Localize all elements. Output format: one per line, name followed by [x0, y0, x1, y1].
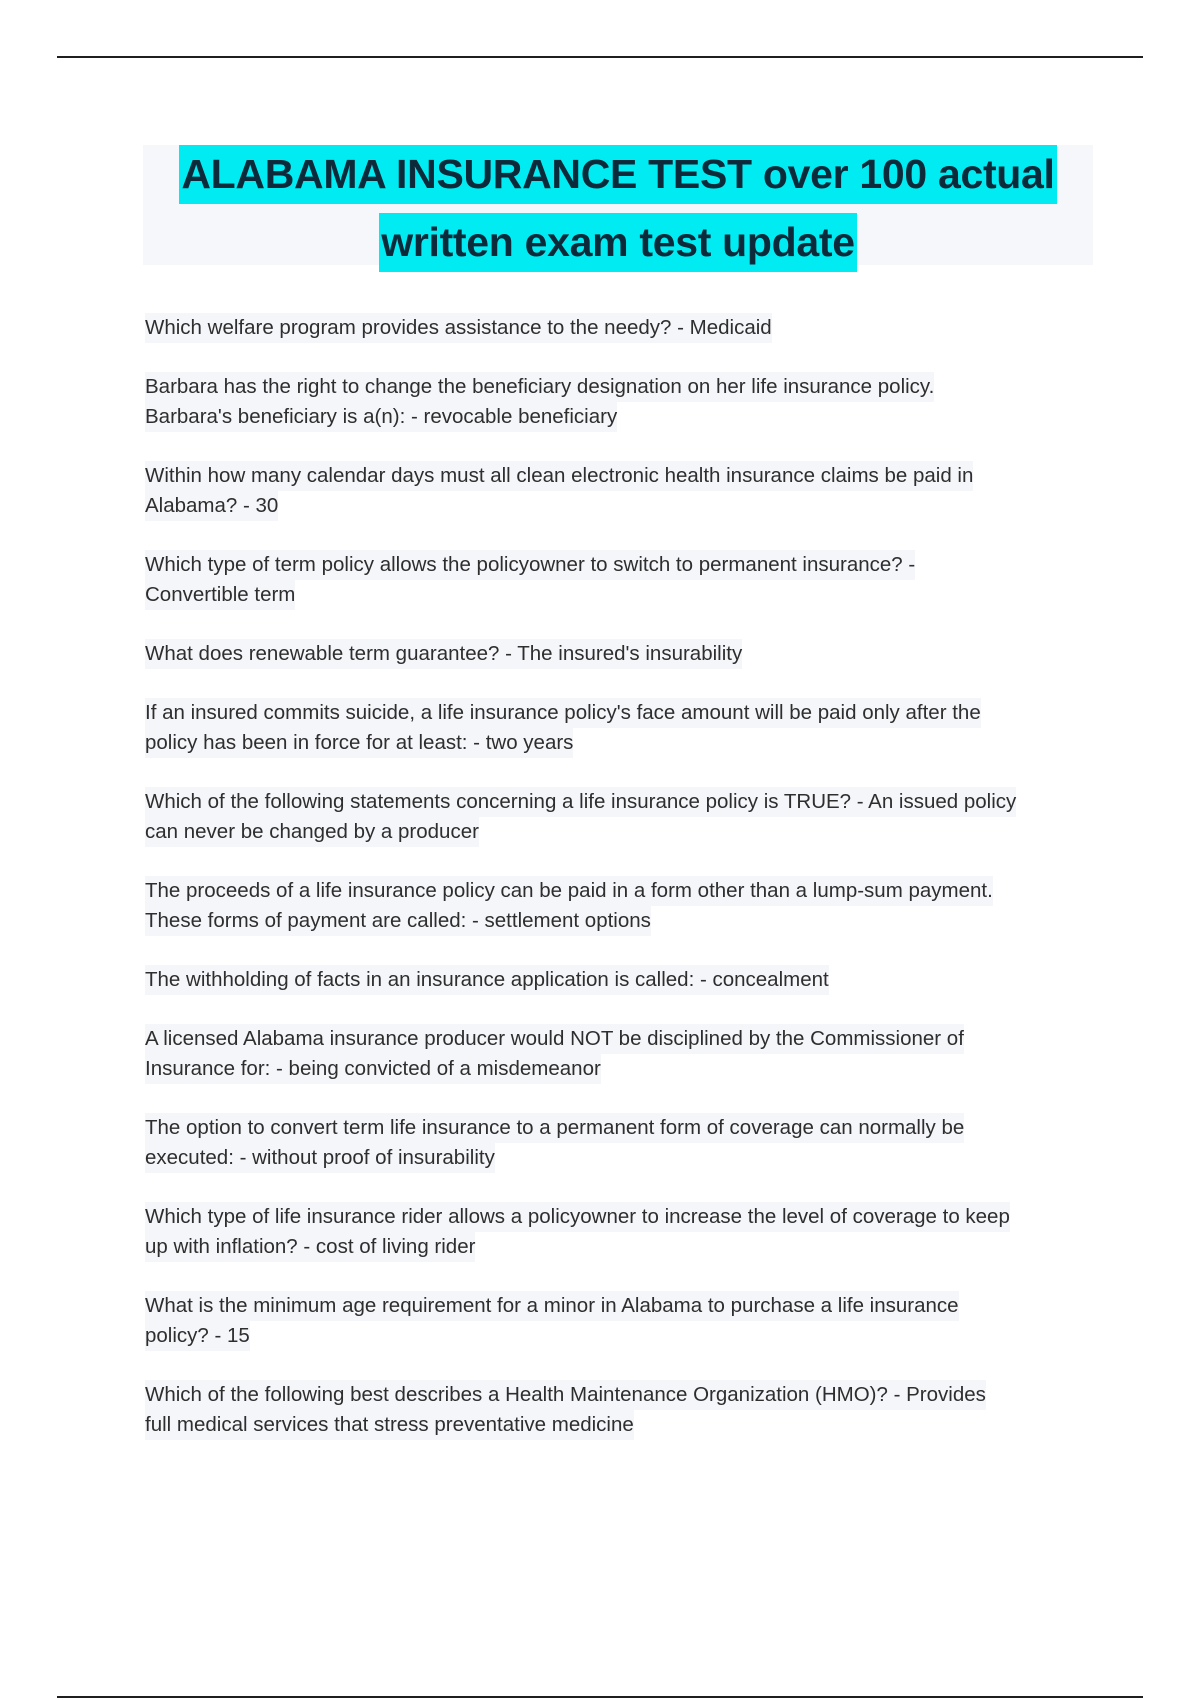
qa-item: [145, 1380, 1095, 1440]
qa-item: [145, 550, 1095, 610]
title-line-1: ALABAMA INSURANCE TEST over 100 actual: [179, 145, 1056, 204]
qa-line: The proceeds of a life insurance policy can be paid in a form other than a lump-sum payment.: [145, 876, 993, 906]
qa-line: Alabama? - 30: [145, 491, 278, 521]
qa-line: The option to convert term life insurance to a permanent form of coverage can normally be: [145, 1113, 964, 1143]
qa-line: policy? - 15: [145, 1321, 250, 1351]
qa-line: Within how many calendar days must all clean electronic health insurance claims be paid in: [145, 461, 973, 491]
qa-item: [145, 876, 1095, 936]
qa-line: A licensed Alabama insurance producer would NOT be disciplined by the Commissioner of: [145, 1024, 964, 1054]
qa-item: [145, 1113, 1095, 1173]
qa-item: [145, 1291, 1095, 1351]
qa-item: [145, 1024, 1095, 1084]
qa-line: What is the minimum age requirement for a minor in Alabama to purchase a life insurance: [145, 1291, 959, 1321]
title-block: [143, 145, 1093, 265]
qa-item: [145, 639, 1095, 669]
qa-line: What does renewable term guarantee? - The insured's insurability: [145, 639, 742, 669]
qa-line: Which type of life insurance rider allows a policyowner to increase the level of coverage to keep: [145, 1202, 1010, 1232]
qa-line: full medical services that stress preventative medicine: [145, 1410, 634, 1440]
qa-line: executed: - without proof of insurability: [145, 1143, 495, 1173]
qa-line: Convertible term: [145, 580, 295, 610]
top-rule: [57, 56, 1143, 58]
qa-line: These forms of payment are called: - settlement options: [145, 906, 651, 936]
title-line-2: written exam test update: [379, 213, 857, 272]
qa-line: Which type of term policy allows the policyowner to switch to permanent insurance? -: [145, 550, 915, 580]
qa-line: can never be changed by a producer: [145, 817, 479, 847]
qa-item: [145, 461, 1095, 521]
qa-item: [145, 965, 1095, 995]
qa-line: Which of the following best describes a Health Maintenance Organization (HMO)? - Provides: [145, 1380, 986, 1410]
qa-line: The withholding of facts in an insurance application is called: - concealment: [145, 965, 829, 995]
qa-list: [145, 313, 1095, 1440]
bottom-rule: [57, 1696, 1143, 1698]
qa-line: If an insured commits suicide, a life insurance policy's face amount will be paid only after the: [145, 698, 981, 728]
qa-item: [145, 372, 1095, 432]
qa-line: Barbara has the right to change the beneficiary designation on her life insurance policy.: [145, 372, 934, 402]
qa-item: [145, 787, 1095, 847]
qa-line: Insurance for: - being convicted of a misdemeanor: [145, 1054, 601, 1084]
qa-item: [145, 1202, 1095, 1262]
qa-item: [145, 313, 1095, 343]
qa-line: up with inflation? - cost of living rider: [145, 1232, 475, 1262]
qa-item: [145, 698, 1095, 758]
qa-line: policy has been in force for at least: - two years: [145, 728, 573, 758]
qa-line: Which of the following statements concerning a life insurance policy is TRUE? - An issued policy: [145, 787, 1016, 817]
qa-line: Which welfare program provides assistance to the needy? - Medicaid: [145, 313, 772, 343]
qa-line: Barbara's beneficiary is a(n): - revocable beneficiary: [145, 402, 617, 432]
